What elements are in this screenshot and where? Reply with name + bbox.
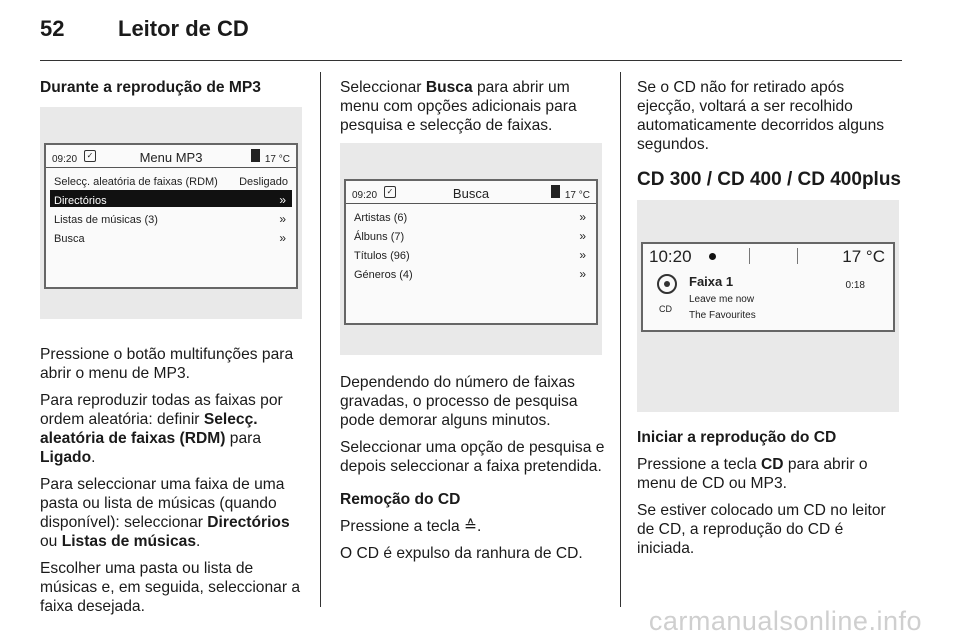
- mp3-menu-photo: [40, 107, 302, 319]
- row-label: Artistas (6): [354, 212, 408, 224]
- thermometer-icon: [551, 185, 560, 198]
- chevron-right-icon: »: [279, 212, 286, 226]
- paragraph: Escolher uma pasta ou lista de músicas e, em seguida, seleccionar a faixa desejada.: [40, 560, 301, 615]
- page-number: 52: [40, 16, 65, 41]
- column-2: [340, 78, 608, 571]
- row-label: Selecç. aleatória de faixas (RDM): [54, 176, 218, 188]
- menu-row-random[interactable]: [50, 171, 292, 188]
- cd-display-photo: [637, 200, 899, 412]
- screen-topbar: [346, 181, 596, 204]
- search-menu-photo: [340, 143, 602, 355]
- screen-title: Menu MP3: [139, 150, 203, 165]
- clock: 09:20: [52, 154, 78, 165]
- track-name: Faixa 1: [689, 274, 734, 289]
- paragraph: Pressione a tecla CD para abrir o menu de CD ou MP3.: [637, 456, 868, 492]
- screen-title: Busca: [452, 186, 490, 201]
- section-heading: Durante a reprodução de MP3: [40, 79, 261, 96]
- temperature: 17 °C: [564, 190, 590, 201]
- column-divider-1: [320, 72, 321, 607]
- track-album-line: The Favourites: [689, 310, 756, 321]
- paragraph: Se estiver colocado um CD no leitor de CD, a reprodução do CD é iniciada.: [637, 502, 886, 557]
- mp3-menu-screen: [44, 143, 298, 289]
- row-label: Géneros (4): [354, 269, 413, 281]
- chevron-right-icon: »: [579, 248, 586, 262]
- watermark: carmanualsonline.info: [648, 606, 922, 636]
- paragraph: Pressione o botão multifunções para abrir o menu de MP3.: [40, 346, 294, 382]
- paragraph: Seleccionar Busca para abrir um menu com opções adicionais para pesquisa e selecção de faixas.: [340, 79, 577, 134]
- chevron-right-icon: »: [579, 267, 586, 281]
- paragraph: Seleccionar uma opção de pesquisa e depois seleccionar a faixa pretendida.: [340, 439, 605, 475]
- paragraph: Dependendo do número de faixas gravadas, o processo de pesquisa pode demorar alguns minutos.: [340, 374, 578, 429]
- row-label: Directórios: [54, 195, 107, 207]
- menu-row-genres[interactable]: [350, 264, 592, 281]
- chevron-right-icon: »: [579, 229, 586, 243]
- paragraph: Para seleccionar uma faixa de uma pasta ou lista de músicas (quando disponível): seleccionar Directórios ou Listas de músicas.: [40, 476, 290, 550]
- row-label: Listas de músicas (3): [54, 214, 158, 226]
- source-label: CD: [659, 304, 672, 314]
- search-menu-screen: [344, 179, 598, 325]
- header-rule: [40, 60, 902, 61]
- clock: 09:20: [352, 190, 378, 201]
- check-icon: ✓: [384, 186, 396, 198]
- menu-row-albums[interactable]: [350, 226, 592, 243]
- page-title: Leitor de CD: [118, 16, 249, 41]
- eject-icon: ≙: [463, 518, 478, 535]
- menu-row-directories[interactable]: [50, 190, 292, 207]
- row-label: Títulos (96): [354, 250, 410, 262]
- chevron-right-icon: »: [579, 210, 586, 224]
- column-1: [40, 78, 308, 624]
- paragraph: Pressione a tecla ≙.: [340, 518, 482, 535]
- check-icon: ✓: [84, 150, 96, 162]
- menu-row-artists[interactable]: [350, 207, 592, 224]
- cd-display-screen: [641, 242, 895, 332]
- paragraph: O CD é expulso da ranhura de CD.: [340, 545, 583, 562]
- tick-divider: [749, 248, 750, 264]
- row-label: Álbuns (7): [354, 231, 405, 243]
- track-artist-line: Leave me now: [689, 294, 755, 305]
- clock: 10:20: [649, 247, 692, 266]
- chevron-right-icon: »: [279, 193, 286, 207]
- tick-divider: [797, 248, 798, 264]
- screen-topbar: [46, 145, 296, 168]
- subheading: Remoção do CD: [340, 491, 461, 508]
- paragraph: Para reproduzir todas as faixas por ordem aleatória: definir Selecç. aleatória de faixas (RDM) para Ligado.: [40, 392, 283, 466]
- column-divider-2: [620, 72, 621, 607]
- section-heading: CD 300 / CD 400 / CD 400plus: [637, 169, 901, 190]
- cd-disc-icon: [657, 274, 677, 294]
- menu-row-playlists[interactable]: [50, 209, 292, 226]
- record-dot-icon: [709, 253, 716, 260]
- row-value: Desligado: [239, 176, 288, 188]
- row-label: Busca: [54, 233, 85, 245]
- temperature: 17 °C: [264, 154, 290, 165]
- menu-row-titles[interactable]: [350, 245, 592, 262]
- menu-row-search[interactable]: [50, 228, 292, 245]
- temperature: 17 °C: [842, 247, 885, 266]
- elapsed-time: 0:18: [845, 280, 865, 291]
- paragraph: Se o CD não for retirado após ejecção, voltará a ser recolhido automaticamente decorridos alguns segundos.: [637, 79, 885, 153]
- thermometer-icon: [251, 149, 260, 162]
- subheading: Iniciar a reprodução do CD: [637, 429, 837, 446]
- column-3: [637, 78, 901, 566]
- chevron-right-icon: »: [279, 231, 286, 245]
